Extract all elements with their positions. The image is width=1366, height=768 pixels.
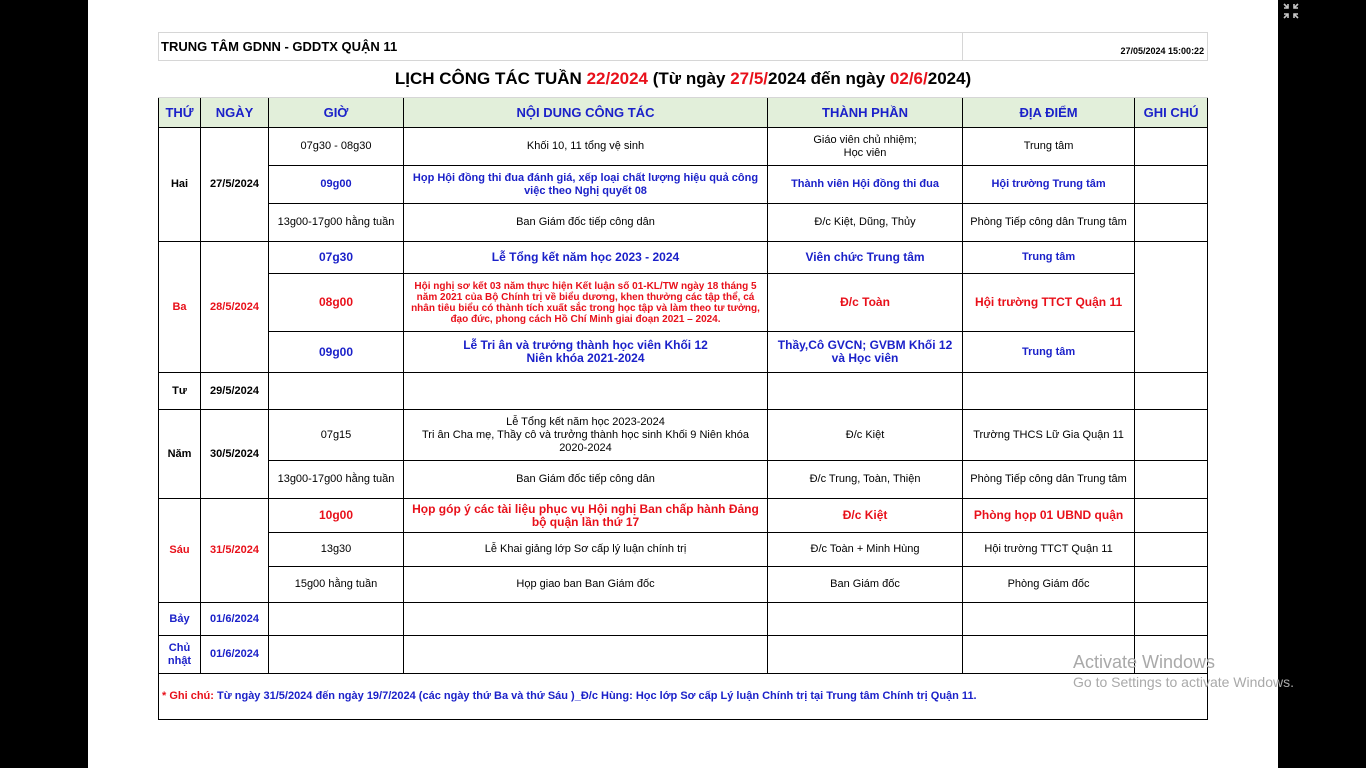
day-date: 30/5/2024 (201, 410, 269, 499)
participants-cell: Thành viên Hội đồng thi đua (768, 166, 963, 204)
note-cell (1135, 567, 1208, 603)
table-row (159, 567, 1208, 603)
day-date: 28/5/2024 (201, 242, 269, 373)
participants-cell: Đ/c Kiệt, Dũng, Thủy (768, 204, 963, 242)
note-cell (1135, 166, 1208, 204)
time-cell (269, 636, 404, 674)
exit-fullscreen-icon[interactable] (1282, 2, 1300, 20)
content-cell: Họp Hội đồng thi đua đánh giá, xếp loại chất lượng hiệu quả công việc theo Nghị quyết 08 (404, 166, 768, 204)
time-cell: 13g00-17g00 hằng tuần (269, 204, 404, 242)
footnote-row (159, 674, 1208, 720)
table-row (159, 499, 1208, 533)
watermark-title: Activate Windows (1073, 652, 1216, 672)
header-row (159, 33, 1208, 61)
note-cell (1135, 603, 1208, 636)
note-cell (1135, 499, 1208, 533)
table-row (159, 410, 1208, 461)
day-name: Ba (159, 242, 201, 373)
table-row (159, 242, 1208, 274)
participants-cell: Đ/c Toàn + Minh Hùng (768, 533, 963, 567)
day-date: 27/5/2024 (201, 128, 269, 242)
location-cell: Hội trường Trung tâm (963, 166, 1135, 204)
content-cell: Họp góp ý các tài liệu phục vụ Hội nghị Ban chấp hành Đảng bộ quận lần thứ 17 (404, 499, 768, 533)
location-cell: Phòng họp 01 UBND quận (963, 499, 1135, 533)
day-name: Chủ nhật (159, 636, 201, 674)
col-thu: THỨ (159, 98, 201, 128)
col-ghi-chu: GHI CHÚ (1135, 98, 1208, 128)
table-row (159, 533, 1208, 567)
content-cell (404, 636, 768, 674)
note-cell (1135, 204, 1208, 242)
col-ngay: NGÀY (201, 98, 269, 128)
day-name: Tư (159, 373, 201, 410)
note-cell (1135, 461, 1208, 499)
table-row (159, 274, 1208, 332)
time-cell: 13g30 (269, 533, 404, 567)
day-date: 01/6/2024 (201, 603, 269, 636)
participants-cell: Giáo viên chủ nhiệm; Học viên (768, 128, 963, 166)
participants-cell: Ban Giám đốc (768, 567, 963, 603)
table-row (159, 128, 1208, 166)
time-cell: 07g30 - 08g30 (269, 128, 404, 166)
time-cell: 15g00 hằng tuần (269, 567, 404, 603)
schedule-sheet (158, 32, 1207, 720)
location-cell (963, 603, 1135, 636)
day-date: 29/5/2024 (201, 373, 269, 410)
content-cell: Lễ Tri ân và trưởng thành học viên Khối 12 Niên khóa 2021-2024 (404, 332, 768, 373)
content-cell: Ban Giám đốc tiếp công dân (404, 461, 768, 499)
table-row (159, 636, 1208, 674)
title-row (159, 61, 1208, 98)
content-cell (404, 603, 768, 636)
location-cell: Hội trường TTCT Quận 11 (963, 533, 1135, 567)
table-row (159, 373, 1208, 410)
location-cell: Phòng Giám đốc (963, 567, 1135, 603)
day-date: 31/5/2024 (201, 499, 269, 603)
day-name: Hai (159, 128, 201, 242)
col-gio: GIỜ (269, 98, 404, 128)
col-noi-dung: NỘI DUNG CÔNG TÁC (404, 98, 768, 128)
location-cell: Hội trường TTCT Quận 11 (963, 274, 1135, 332)
time-cell: 09g00 (269, 332, 404, 373)
note-cell (1135, 410, 1208, 461)
location-cell: Trung tâm (963, 128, 1135, 166)
note-cell (1135, 242, 1208, 373)
participants-cell: Viên chức Trung tâm (768, 242, 963, 274)
time-cell (269, 373, 404, 410)
time-cell: 10g00 (269, 499, 404, 533)
activate-windows-watermark (1073, 651, 1294, 691)
table-row (159, 166, 1208, 204)
participants-cell (768, 373, 963, 410)
org-name: TRUNG TÂM GDNN - GDDTX QUẬN 11 (159, 33, 963, 61)
footnote-label: * Ghi chú: (162, 690, 214, 702)
day-name: Năm (159, 410, 201, 499)
time-cell: 07g30 (269, 242, 404, 274)
watermark-subtitle: Go to Settings to activate Windows. (1073, 674, 1294, 690)
participants-cell: Đ/c Kiệt (768, 410, 963, 461)
content-cell: Lễ Tổng kết năm học 2023-2024 Tri ân Cha mẹ, Thầy cô và trưởng thành học sinh Khối 9 Niên khóa 2020-2024 (404, 410, 768, 461)
note-cell (1135, 128, 1208, 166)
footnote-text: Từ ngày 31/5/2024 đến ngày 19/7/2024 (các ngày thứ Ba và thứ Sáu )_Đ/c Hùng: Học lớp Sơ cấp Lý luận Chính trị tại Trung tâm Chính trị Quận 11. (213, 690, 977, 702)
location-cell: Trường THCS Lữ Gia Quận 11 (963, 410, 1135, 461)
column-header-row (159, 98, 1208, 128)
day-date: 01/6/2024 (201, 636, 269, 674)
time-cell (269, 603, 404, 636)
col-thanh-phan: THÀNH PHẦN (768, 98, 963, 128)
participants-cell: Đ/c Toàn (768, 274, 963, 332)
participants-cell: Đ/c Trung, Toàn, Thiện (768, 461, 963, 499)
day-name: Bảy (159, 603, 201, 636)
participants-cell (768, 636, 963, 674)
time-cell: 09g00 (269, 166, 404, 204)
content-cell: Hội nghị sơ kết 03 năm thực hiện Kết luận số 01-KL/TW ngày 18 tháng 5 năm 2021 của Bộ Chính trị về biểu dương, khen thưởng các tập thể, cá nhân tiêu biểu có thành tích xuất sắc trong học tập và làm theo tư tưởng, đạo đức, phong cách Hồ Chí Minh giai đoạn 2021 – 2024. (404, 274, 768, 332)
table-row (159, 332, 1208, 373)
schedule-table (158, 32, 1208, 720)
day-name: Sáu (159, 499, 201, 603)
timestamp: 27/05/2024 15:00:22 (963, 33, 1208, 61)
content-cell: Họp giao ban Ban Giám đốc (404, 567, 768, 603)
col-dia-diem: ĐỊA ĐIỂM (963, 98, 1135, 128)
note-cell (1135, 533, 1208, 567)
participants-cell (768, 603, 963, 636)
participants-cell: Đ/c Kiệt (768, 499, 963, 533)
note-cell (1135, 373, 1208, 410)
page-title: LỊCH CÔNG TÁC TUẦN 22/2024 (Từ ngày 27/5/2024 đến ngày 02/6/2024) (159, 61, 1208, 98)
content-cell: Lễ Khai giảng lớp Sơ cấp lý luận chính trị (404, 533, 768, 567)
location-cell (963, 373, 1135, 410)
location-cell: Phòng Tiếp công dân Trung tâm (963, 461, 1135, 499)
time-cell: 13g00-17g00 hằng tuần (269, 461, 404, 499)
time-cell: 07g15 (269, 410, 404, 461)
table-row (159, 461, 1208, 499)
content-cell (404, 373, 768, 410)
content-cell: Khối 10, 11 tổng vệ sinh (404, 128, 768, 166)
time-cell: 08g00 (269, 274, 404, 332)
content-cell: Lễ Tổng kết năm học 2023 - 2024 (404, 242, 768, 274)
participants-cell: Thầy,Cô GVCN; GVBM Khối 12 và Học viên (768, 332, 963, 373)
location-cell: Trung tâm (963, 332, 1135, 373)
content-cell: Ban Giám đốc tiếp công dân (404, 204, 768, 242)
table-row (159, 204, 1208, 242)
footnote (159, 674, 1208, 720)
table-row (159, 603, 1208, 636)
location-cell: Trung tâm (963, 242, 1135, 274)
location-cell: Phòng Tiếp công dân Trung tâm (963, 204, 1135, 242)
